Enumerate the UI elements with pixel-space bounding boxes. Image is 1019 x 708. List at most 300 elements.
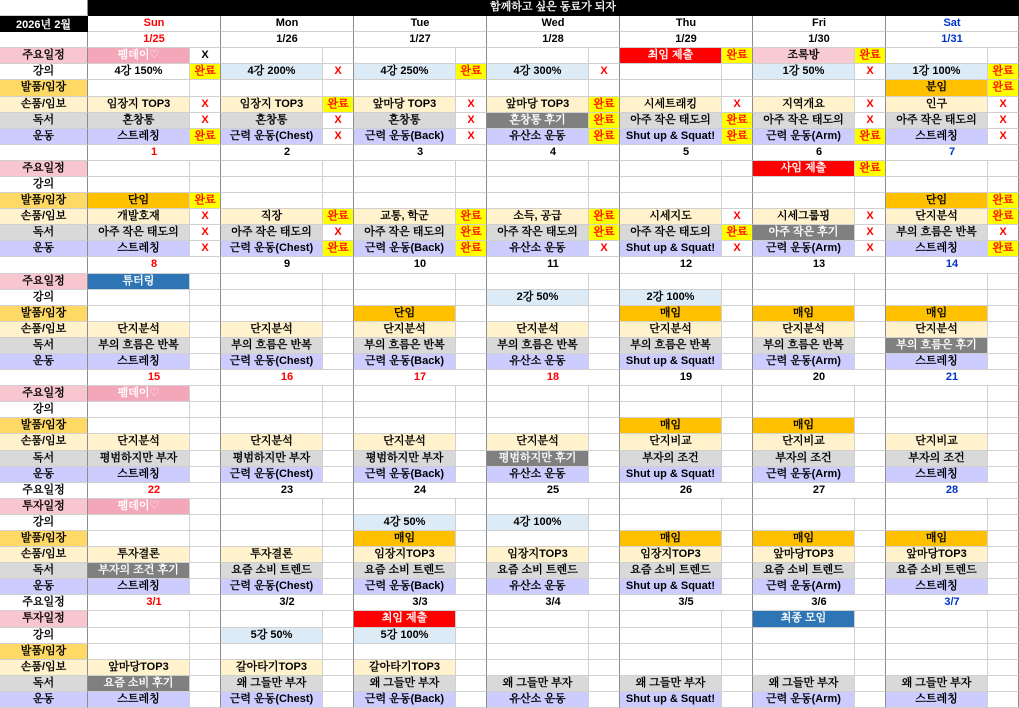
- task-cell[interactable]: 단지분석: [753, 322, 855, 338]
- status-cell[interactable]: [456, 628, 487, 644]
- weekday-header-fri[interactable]: Fri: [753, 16, 886, 32]
- task-cell[interactable]: 부의 흐름은 반복: [753, 338, 855, 354]
- status-cell[interactable]: [722, 161, 753, 177]
- row-label[interactable]: 강의: [0, 628, 88, 644]
- date-cell-tue[interactable]: 3/3: [354, 595, 487, 611]
- status-cell[interactable]: [323, 80, 354, 96]
- row-label[interactable]: 강의: [0, 290, 88, 306]
- status-cell[interactable]: [855, 322, 886, 338]
- task-cell[interactable]: 직장: [221, 209, 323, 225]
- task-cell[interactable]: 단임: [886, 193, 988, 209]
- status-cell[interactable]: [988, 306, 1019, 322]
- status-cell[interactable]: X: [589, 241, 620, 257]
- status-cell[interactable]: [988, 161, 1019, 177]
- row-label[interactable]: 독서: [0, 451, 88, 467]
- task-cell[interactable]: 인구: [886, 97, 988, 113]
- date-cell-tue[interactable]: 1/27: [354, 32, 487, 48]
- status-cell[interactable]: 완료: [722, 48, 753, 64]
- task-cell[interactable]: 시세지도: [620, 209, 722, 225]
- status-cell[interactable]: 완료: [988, 64, 1019, 80]
- status-cell[interactable]: [855, 644, 886, 660]
- task-cell[interactable]: [221, 306, 323, 322]
- task-cell[interactable]: [221, 290, 323, 306]
- task-cell[interactable]: [753, 499, 855, 515]
- task-cell[interactable]: [886, 628, 988, 644]
- status-cell[interactable]: [190, 306, 221, 322]
- task-cell[interactable]: 스트레칭: [886, 579, 988, 595]
- task-cell[interactable]: [221, 611, 323, 627]
- status-cell[interactable]: [456, 274, 487, 290]
- task-cell[interactable]: 유산소 운동: [487, 467, 589, 483]
- status-cell[interactable]: [190, 531, 221, 547]
- task-cell[interactable]: [620, 177, 722, 193]
- status-cell[interactable]: [722, 386, 753, 402]
- task-cell[interactable]: [88, 290, 190, 306]
- status-cell[interactable]: [190, 434, 221, 450]
- status-cell[interactable]: [988, 467, 1019, 483]
- status-cell[interactable]: 완료: [456, 209, 487, 225]
- task-cell[interactable]: 투자결론: [221, 547, 323, 563]
- task-cell[interactable]: [886, 161, 988, 177]
- task-cell[interactable]: 임장지TOP3: [620, 547, 722, 563]
- status-cell[interactable]: [855, 274, 886, 290]
- task-cell[interactable]: 튜터링: [88, 274, 190, 290]
- task-cell[interactable]: Shut up & Squat!: [620, 579, 722, 595]
- task-cell[interactable]: [753, 515, 855, 531]
- status-cell[interactable]: [456, 322, 487, 338]
- status-cell[interactable]: [456, 161, 487, 177]
- row-label[interactable]: 강의: [0, 402, 88, 418]
- status-cell[interactable]: 완료: [589, 209, 620, 225]
- task-cell[interactable]: 임장지 TOP3: [88, 97, 190, 113]
- date-cell-thu[interactable]: 1/29: [620, 32, 753, 48]
- status-cell[interactable]: [722, 531, 753, 547]
- status-cell[interactable]: 완료: [988, 241, 1019, 257]
- status-cell[interactable]: [589, 467, 620, 483]
- status-cell[interactable]: [855, 306, 886, 322]
- status-cell[interactable]: [190, 579, 221, 595]
- row-label[interactable]: 투자일정: [0, 611, 88, 627]
- task-cell[interactable]: 단지분석: [354, 434, 456, 450]
- date-cell-sun[interactable]: 22: [88, 483, 221, 499]
- task-cell[interactable]: 근력 운동(Chest): [221, 241, 323, 257]
- status-cell[interactable]: 완료: [190, 64, 221, 80]
- date-cell-fri[interactable]: 3/6: [753, 595, 886, 611]
- task-cell[interactable]: 스트레칭: [886, 467, 988, 483]
- task-cell[interactable]: [221, 48, 323, 64]
- task-cell[interactable]: 근력 운동(Chest): [221, 579, 323, 595]
- task-cell[interactable]: [487, 274, 589, 290]
- row-label[interactable]: 발품/임장: [0, 193, 88, 209]
- row-label[interactable]: 운동: [0, 692, 88, 708]
- task-cell[interactable]: 근력 운동(Chest): [221, 129, 323, 145]
- status-cell[interactable]: [190, 386, 221, 402]
- status-cell[interactable]: [589, 80, 620, 96]
- task-cell[interactable]: 근력 운동(Arm): [753, 467, 855, 483]
- date-cell-tue[interactable]: 10: [354, 257, 487, 273]
- status-cell[interactable]: X: [456, 113, 487, 129]
- status-cell[interactable]: [722, 80, 753, 96]
- task-cell[interactable]: 근력 운동(Back): [354, 354, 456, 370]
- task-cell[interactable]: 단지분석: [487, 434, 589, 450]
- task-cell[interactable]: [753, 290, 855, 306]
- status-cell[interactable]: [855, 451, 886, 467]
- status-cell[interactable]: [456, 418, 487, 434]
- date-cell-tue[interactable]: 17: [354, 370, 487, 386]
- status-cell[interactable]: [190, 660, 221, 676]
- task-cell[interactable]: 앞마당TOP3: [886, 547, 988, 563]
- task-cell[interactable]: 근력 운동(Arm): [753, 129, 855, 145]
- task-cell[interactable]: [88, 80, 190, 96]
- date-cell-wed[interactable]: 1/28: [487, 32, 620, 48]
- status-cell[interactable]: [988, 418, 1019, 434]
- date-cell-sat[interactable]: 21: [886, 370, 1019, 386]
- task-cell[interactable]: [753, 274, 855, 290]
- status-cell[interactable]: [722, 322, 753, 338]
- status-cell[interactable]: [323, 193, 354, 209]
- task-cell[interactable]: [487, 499, 589, 515]
- status-cell[interactable]: [323, 692, 354, 708]
- status-cell[interactable]: [855, 386, 886, 402]
- status-cell[interactable]: [190, 402, 221, 418]
- status-cell[interactable]: [323, 515, 354, 531]
- task-cell[interactable]: 단임: [354, 306, 456, 322]
- status-cell[interactable]: X: [190, 48, 221, 64]
- task-cell[interactable]: [886, 386, 988, 402]
- week-header-label[interactable]: 주요일정: [0, 595, 88, 611]
- status-cell[interactable]: [589, 692, 620, 708]
- task-cell[interactable]: 4강 300%: [487, 64, 589, 80]
- weekday-header-wed[interactable]: Wed: [487, 16, 620, 32]
- date-cell-thu[interactable]: 3/5: [620, 595, 753, 611]
- task-cell[interactable]: [221, 644, 323, 660]
- date-cell-thu[interactable]: 12: [620, 257, 753, 273]
- status-cell[interactable]: [722, 611, 753, 627]
- task-cell[interactable]: 평범하지만 후기: [487, 451, 589, 467]
- task-cell[interactable]: 아주 작은 태도의: [221, 225, 323, 241]
- task-cell[interactable]: [886, 611, 988, 627]
- status-cell[interactable]: [190, 547, 221, 563]
- status-cell[interactable]: 완료: [456, 64, 487, 80]
- row-label[interactable]: 주요일정: [0, 274, 88, 290]
- status-cell[interactable]: [456, 499, 487, 515]
- task-cell[interactable]: 조록방: [753, 48, 855, 64]
- task-cell[interactable]: [487, 177, 589, 193]
- task-cell[interactable]: [221, 193, 323, 209]
- task-cell[interactable]: 매임: [620, 531, 722, 547]
- status-cell[interactable]: [988, 499, 1019, 515]
- status-cell[interactable]: [988, 579, 1019, 595]
- status-cell[interactable]: X: [456, 129, 487, 145]
- status-cell[interactable]: [988, 274, 1019, 290]
- task-cell[interactable]: 분임: [886, 80, 988, 96]
- status-cell[interactable]: [988, 611, 1019, 627]
- task-cell[interactable]: 근력 운동(Back): [354, 241, 456, 257]
- row-label[interactable]: 독서: [0, 338, 88, 354]
- task-cell[interactable]: [221, 499, 323, 515]
- status-cell[interactable]: X: [323, 129, 354, 145]
- task-cell[interactable]: [620, 628, 722, 644]
- status-cell[interactable]: [456, 402, 487, 418]
- task-cell[interactable]: 부의 흐름은 반복: [221, 338, 323, 354]
- status-cell[interactable]: [323, 177, 354, 193]
- task-cell[interactable]: 임장지TOP3: [487, 547, 589, 563]
- row-label[interactable]: 독서: [0, 563, 88, 579]
- task-cell[interactable]: [886, 418, 988, 434]
- task-cell[interactable]: 매임: [886, 306, 988, 322]
- status-cell[interactable]: [855, 354, 886, 370]
- status-cell[interactable]: [722, 467, 753, 483]
- task-cell[interactable]: 5강 100%: [354, 628, 456, 644]
- task-cell[interactable]: 부의 흐름은 반복: [886, 225, 988, 241]
- status-cell[interactable]: 완료: [190, 193, 221, 209]
- status-cell[interactable]: [190, 354, 221, 370]
- row-label[interactable]: 운동: [0, 241, 88, 257]
- task-cell[interactable]: Shut up & Squat!: [620, 129, 722, 145]
- status-cell[interactable]: [988, 434, 1019, 450]
- task-cell[interactable]: [753, 628, 855, 644]
- status-cell[interactable]: [190, 692, 221, 708]
- task-cell[interactable]: 부자의 조건: [753, 451, 855, 467]
- date-cell-sat[interactable]: 28: [886, 483, 1019, 499]
- task-cell[interactable]: 4강 200%: [221, 64, 323, 80]
- status-cell[interactable]: X: [190, 97, 221, 113]
- status-cell[interactable]: [323, 386, 354, 402]
- task-cell[interactable]: 4강 250%: [354, 64, 456, 80]
- date-cell-sun[interactable]: 3/1: [88, 595, 221, 611]
- task-cell[interactable]: 최임 제출: [620, 48, 722, 64]
- task-cell[interactable]: 혼창통: [221, 113, 323, 129]
- sheet-title[interactable]: 함께하고 싶은 동료가 되자: [88, 0, 1019, 16]
- task-cell[interactable]: 부자의 조건: [886, 451, 988, 467]
- status-cell[interactable]: [456, 579, 487, 595]
- task-cell[interactable]: [221, 177, 323, 193]
- task-cell[interactable]: [753, 80, 855, 96]
- status-cell[interactable]: [456, 386, 487, 402]
- status-cell[interactable]: 완료: [589, 113, 620, 129]
- task-cell[interactable]: 4강 100%: [487, 515, 589, 531]
- status-cell[interactable]: [855, 563, 886, 579]
- task-cell[interactable]: [753, 386, 855, 402]
- status-cell[interactable]: [323, 161, 354, 177]
- status-cell[interactable]: [988, 628, 1019, 644]
- status-cell[interactable]: [456, 80, 487, 96]
- status-cell[interactable]: [855, 515, 886, 531]
- status-cell[interactable]: [456, 676, 487, 692]
- task-cell[interactable]: [620, 499, 722, 515]
- date-cell-fri[interactable]: 13: [753, 257, 886, 273]
- weekday-header-sat[interactable]: Sat: [886, 16, 1019, 32]
- task-cell[interactable]: 부의 흐름은 후기: [886, 338, 988, 354]
- weekday-header-mon[interactable]: Mon: [221, 16, 354, 32]
- task-cell[interactable]: 스트레칭: [886, 692, 988, 708]
- date-cell-thu[interactable]: 26: [620, 483, 753, 499]
- status-cell[interactable]: [323, 402, 354, 418]
- status-cell[interactable]: [988, 177, 1019, 193]
- task-cell[interactable]: 유산소 운동: [487, 129, 589, 145]
- status-cell[interactable]: X: [855, 209, 886, 225]
- row-label[interactable]: 발품/임장: [0, 80, 88, 96]
- task-cell[interactable]: [221, 386, 323, 402]
- status-cell[interactable]: X: [722, 209, 753, 225]
- status-cell[interactable]: [323, 499, 354, 515]
- date-cell-wed[interactable]: 25: [487, 483, 620, 499]
- status-cell[interactable]: [589, 354, 620, 370]
- status-cell[interactable]: X: [855, 113, 886, 129]
- task-cell[interactable]: 시세트래킹: [620, 97, 722, 113]
- status-cell[interactable]: [589, 451, 620, 467]
- status-cell[interactable]: [855, 611, 886, 627]
- task-cell[interactable]: 매임: [753, 418, 855, 434]
- task-cell[interactable]: 부의 흐름은 반복: [88, 338, 190, 354]
- status-cell[interactable]: [722, 402, 753, 418]
- status-cell[interactable]: [323, 467, 354, 483]
- row-label[interactable]: 발품/임장: [0, 644, 88, 660]
- task-cell[interactable]: 단지분석: [88, 434, 190, 450]
- status-cell[interactable]: [988, 547, 1019, 563]
- task-cell[interactable]: [886, 402, 988, 418]
- date-cell-thu[interactable]: 19: [620, 370, 753, 386]
- weekday-header-sun[interactable]: Sun: [88, 16, 221, 32]
- status-cell[interactable]: [722, 547, 753, 563]
- status-cell[interactable]: [855, 499, 886, 515]
- status-cell[interactable]: [190, 644, 221, 660]
- status-cell[interactable]: [190, 451, 221, 467]
- task-cell[interactable]: 매임: [620, 306, 722, 322]
- task-cell[interactable]: [620, 80, 722, 96]
- status-cell[interactable]: [589, 161, 620, 177]
- status-cell[interactable]: 완료: [456, 241, 487, 257]
- status-cell[interactable]: [323, 644, 354, 660]
- task-cell[interactable]: 소득, 공급: [487, 209, 589, 225]
- status-cell[interactable]: [323, 322, 354, 338]
- task-cell[interactable]: [354, 290, 456, 306]
- row-label[interactable]: 손품/임보: [0, 322, 88, 338]
- task-cell[interactable]: [886, 660, 988, 676]
- task-cell[interactable]: [221, 274, 323, 290]
- status-cell[interactable]: [190, 177, 221, 193]
- task-cell[interactable]: 근력 운동(Arm): [753, 692, 855, 708]
- task-cell[interactable]: 최임 제출: [354, 611, 456, 627]
- row-label[interactable]: 강의: [0, 177, 88, 193]
- date-cell-wed[interactable]: 11: [487, 257, 620, 273]
- status-cell[interactable]: [988, 290, 1019, 306]
- row-label[interactable]: 발품/임장: [0, 418, 88, 434]
- row-label[interactable]: 운동: [0, 129, 88, 145]
- status-cell[interactable]: [190, 418, 221, 434]
- task-cell[interactable]: 앞마당TOP3: [753, 547, 855, 563]
- task-cell[interactable]: 유산소 운동: [487, 579, 589, 595]
- status-cell[interactable]: [589, 177, 620, 193]
- status-cell[interactable]: [855, 628, 886, 644]
- task-cell[interactable]: [620, 161, 722, 177]
- status-cell[interactable]: [722, 628, 753, 644]
- date-cell-fri[interactable]: 1/30: [753, 32, 886, 48]
- task-cell[interactable]: 왜 그들만 부자: [221, 676, 323, 692]
- status-cell[interactable]: [190, 611, 221, 627]
- task-cell[interactable]: 시세그룹핑: [753, 209, 855, 225]
- status-cell[interactable]: [722, 354, 753, 370]
- status-cell[interactable]: [589, 563, 620, 579]
- task-cell[interactable]: [88, 161, 190, 177]
- task-cell[interactable]: [487, 628, 589, 644]
- task-cell[interactable]: [620, 386, 722, 402]
- status-cell[interactable]: [589, 579, 620, 595]
- status-cell[interactable]: [323, 418, 354, 434]
- status-cell[interactable]: [323, 611, 354, 627]
- task-cell[interactable]: [620, 193, 722, 209]
- task-cell[interactable]: 요즘 소비 트렌드: [354, 563, 456, 579]
- status-cell[interactable]: 완료: [589, 225, 620, 241]
- status-cell[interactable]: 완료: [722, 129, 753, 145]
- status-cell[interactable]: [190, 467, 221, 483]
- task-cell[interactable]: [487, 660, 589, 676]
- status-cell[interactable]: [456, 660, 487, 676]
- status-cell[interactable]: [190, 274, 221, 290]
- status-cell[interactable]: [589, 48, 620, 64]
- task-cell[interactable]: [620, 660, 722, 676]
- date-cell-wed[interactable]: 4: [487, 145, 620, 161]
- status-cell[interactable]: [456, 434, 487, 450]
- task-cell[interactable]: 최종 모임: [753, 611, 855, 627]
- status-cell[interactable]: X: [855, 225, 886, 241]
- status-cell[interactable]: X: [323, 64, 354, 80]
- row-label[interactable]: 손품/임보: [0, 434, 88, 450]
- date-cell-mon[interactable]: 2: [221, 145, 354, 161]
- task-cell[interactable]: [354, 274, 456, 290]
- task-cell[interactable]: [753, 644, 855, 660]
- row-label[interactable]: 운동: [0, 579, 88, 595]
- task-cell[interactable]: [88, 644, 190, 660]
- task-cell[interactable]: Shut up & Squat!: [620, 692, 722, 708]
- status-cell[interactable]: [855, 547, 886, 563]
- task-cell[interactable]: [753, 193, 855, 209]
- status-cell[interactable]: [456, 692, 487, 708]
- task-cell[interactable]: 요즘 소비 트렌드: [753, 563, 855, 579]
- task-cell[interactable]: 근력 운동(Chest): [221, 467, 323, 483]
- date-cell-mon[interactable]: 3/2: [221, 595, 354, 611]
- task-cell[interactable]: [620, 64, 722, 80]
- row-label[interactable]: 투자일정: [0, 499, 88, 515]
- task-cell[interactable]: 스트레칭: [88, 354, 190, 370]
- status-cell[interactable]: [589, 676, 620, 692]
- date-cell-thu[interactable]: 5: [620, 145, 753, 161]
- task-cell[interactable]: 팸데이♡: [88, 499, 190, 515]
- weekday-header-thu[interactable]: Thu: [620, 16, 753, 32]
- status-cell[interactable]: [456, 193, 487, 209]
- task-cell[interactable]: 근력 운동(Arm): [753, 354, 855, 370]
- task-cell[interactable]: 개발호재: [88, 209, 190, 225]
- task-cell[interactable]: 단지비교: [753, 434, 855, 450]
- status-cell[interactable]: [456, 563, 487, 579]
- task-cell[interactable]: 매임: [886, 531, 988, 547]
- task-cell[interactable]: [88, 531, 190, 547]
- date-cell-sun[interactable]: 15: [88, 370, 221, 386]
- status-cell[interactable]: [988, 338, 1019, 354]
- task-cell[interactable]: 단지비교: [886, 434, 988, 450]
- date-cell-wed[interactable]: 3/4: [487, 595, 620, 611]
- status-cell[interactable]: [988, 386, 1019, 402]
- status-cell[interactable]: [722, 563, 753, 579]
- task-cell[interactable]: 2강 100%: [620, 290, 722, 306]
- date-cell-mon[interactable]: 16: [221, 370, 354, 386]
- task-cell[interactable]: 4강 150%: [88, 64, 190, 80]
- status-cell[interactable]: [589, 611, 620, 627]
- row-label[interactable]: 강의: [0, 64, 88, 80]
- task-cell[interactable]: [221, 161, 323, 177]
- status-cell[interactable]: [456, 177, 487, 193]
- status-cell[interactable]: [855, 467, 886, 483]
